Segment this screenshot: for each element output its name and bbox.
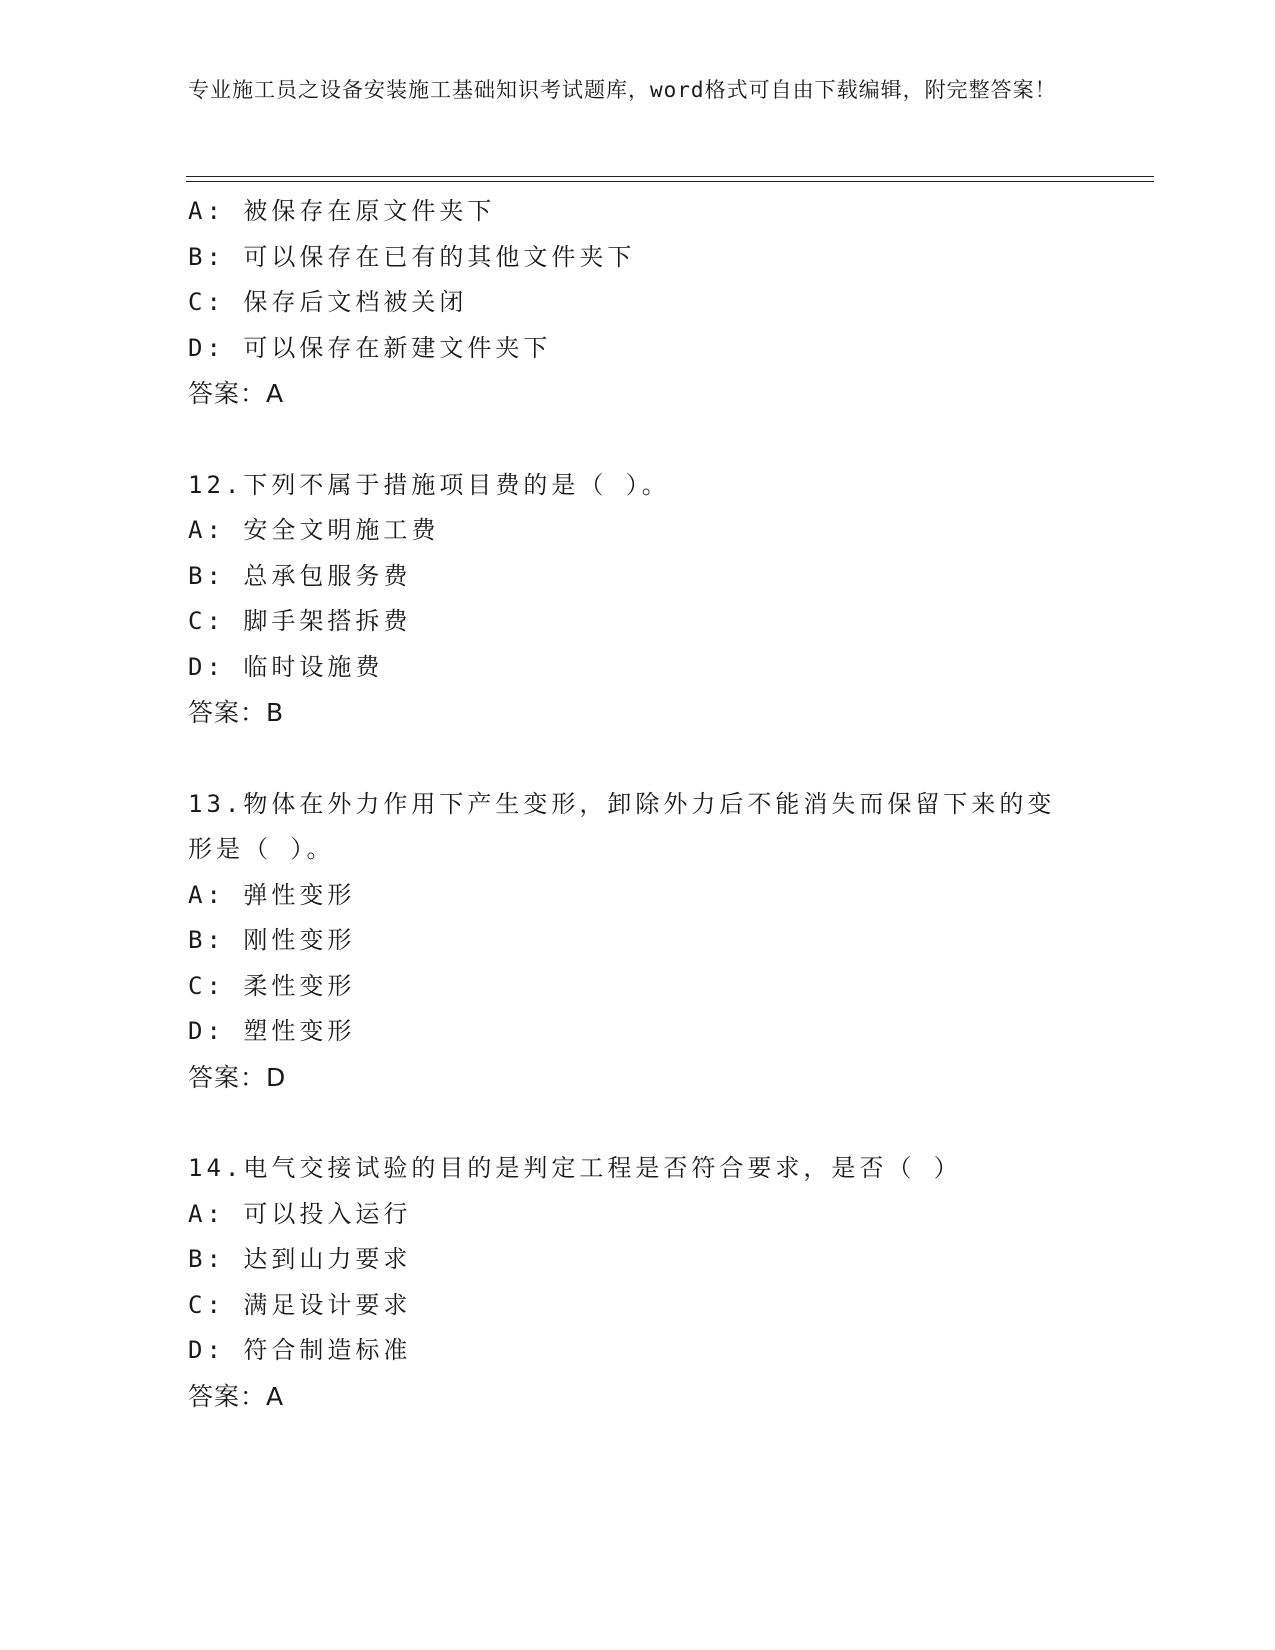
option-b: B: 可以保存在已有的其他文件夹下 xyxy=(188,242,636,271)
option-c: C: 脚手架搭拆费 xyxy=(188,607,412,635)
spacer xyxy=(188,1100,1118,1146)
option-a: A: 可以投入运行 xyxy=(188,1199,412,1228)
question-12 xyxy=(188,463,1118,736)
answer: 答案：A xyxy=(188,1381,285,1411)
question-stem: 14.电气交接试验的目的是判定工程是否符合要求，是否（ ） xyxy=(188,1154,962,1182)
option-b: B: 总承包服务费 xyxy=(188,561,412,590)
header-divider-top xyxy=(186,176,1154,177)
question-13 xyxy=(188,782,1118,1101)
spacer xyxy=(188,736,1118,782)
option-a: A: 安全文明施工费 xyxy=(188,516,440,544)
question-list xyxy=(188,189,1118,1419)
option-b: B: 达到山力要求 xyxy=(188,1245,412,1273)
answer: 答案：D xyxy=(188,1062,287,1092)
option-c: C: 柔性变形 xyxy=(188,971,356,1000)
option-a: A: 被保存在原文件夹下 xyxy=(188,197,496,225)
answer: 答案：A xyxy=(188,379,285,408)
question-stem: 12.下列不属于措施项目费的是（ ）。 xyxy=(188,470,670,499)
option-d: D: 符合制造标准 xyxy=(188,1336,412,1364)
spacer xyxy=(188,417,1118,463)
option-c: C: 满足设计要求 xyxy=(188,1290,412,1319)
header-divider-bottom xyxy=(186,181,1154,182)
document-header: 专业施工员之设备安装施工基础知识考试题库，word格式可自由下载编辑，附完整答案！ xyxy=(188,78,1057,102)
option-a: A: 弹性变形 xyxy=(188,880,356,909)
question-11-continued xyxy=(188,189,1118,417)
answer: 答案：B xyxy=(188,698,285,727)
option-c: C: 保存后文档被关闭 xyxy=(188,288,468,316)
option-d: D: 塑性变形 xyxy=(188,1017,356,1045)
question-stem: 13.物体在外力作用下产生变形，卸除外力后不能消失而保留下来的变形是（ ）。 xyxy=(188,789,1056,863)
option-b: B: 刚性变形 xyxy=(188,926,356,954)
question-14 xyxy=(188,1146,1118,1419)
option-d: D: 临时设施费 xyxy=(188,652,384,681)
option-d: D: 可以保存在新建文件夹下 xyxy=(188,333,552,362)
